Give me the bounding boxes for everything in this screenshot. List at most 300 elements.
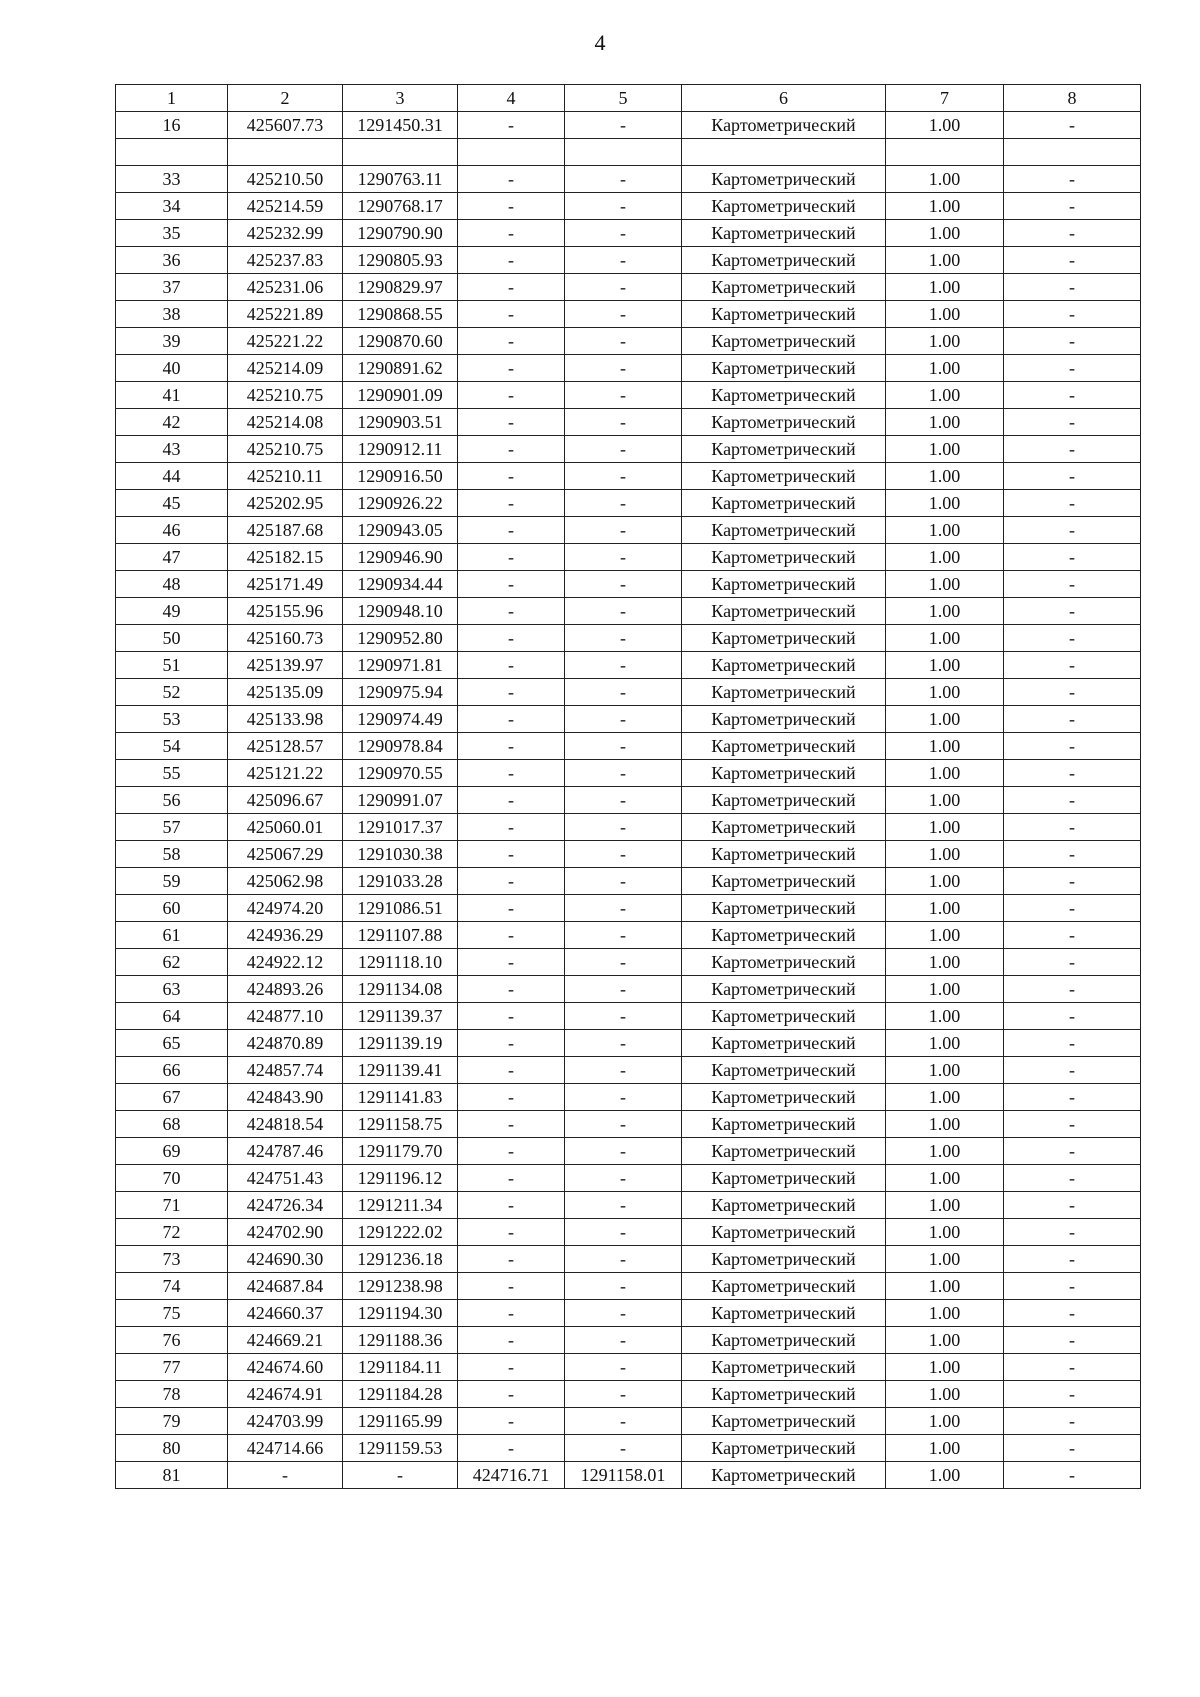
y-new-cell: - [565, 598, 682, 625]
x-coordinate-cell: 424674.91 [228, 1381, 343, 1408]
point-number-cell: 34 [116, 193, 228, 220]
table-row [116, 355, 1141, 382]
method-cell: Картометрический [682, 247, 886, 274]
accuracy-cell: 1.00 [886, 679, 1004, 706]
x-new-cell: - [458, 1273, 565, 1300]
x-new-cell: - [458, 841, 565, 868]
point-number-cell: 43 [116, 436, 228, 463]
y-coordinate-cell: 1291033.28 [343, 868, 458, 895]
page-number: 4 [594, 30, 606, 55]
method-cell: Картометрический [682, 1003, 886, 1030]
table-row [116, 1003, 1141, 1030]
table-row [116, 1273, 1141, 1300]
accuracy-cell: 1.00 [886, 1111, 1004, 1138]
method-cell: Картометрический [682, 760, 886, 787]
y-new-cell: - [565, 922, 682, 949]
method-cell: Картометрический [682, 274, 886, 301]
y-coordinate-cell: 1290952.80 [343, 625, 458, 652]
x-new-cell: - [458, 1327, 565, 1354]
note-cell: - [1004, 922, 1141, 949]
y-coordinate-cell: 1291184.11 [343, 1354, 458, 1381]
note-cell: - [1004, 463, 1141, 490]
table-row [116, 787, 1141, 814]
point-number-cell: 66 [116, 1057, 228, 1084]
y-new-cell: - [565, 247, 682, 274]
point-number-cell: 48 [116, 571, 228, 598]
point-number-cell: 55 [116, 760, 228, 787]
accuracy-cell: 1.00 [886, 1435, 1004, 1462]
method-cell: Картометрический [682, 1111, 886, 1138]
method-cell [682, 139, 886, 166]
point-number-cell: 60 [116, 895, 228, 922]
y-coordinate-cell: 1291196.12 [343, 1165, 458, 1192]
y-new-cell: - [565, 1192, 682, 1219]
y-coordinate-cell: 1291222.02 [343, 1219, 458, 1246]
x-coordinate-cell: 424674.60 [228, 1354, 343, 1381]
method-cell: Картометрический [682, 220, 886, 247]
x-new-cell: - [458, 760, 565, 787]
x-new-cell: - [458, 328, 565, 355]
note-cell: - [1004, 220, 1141, 247]
y-new-cell [565, 139, 682, 166]
accuracy-cell: 1.00 [886, 544, 1004, 571]
accuracy-cell: 1.00 [886, 1057, 1004, 1084]
table-row [116, 1138, 1141, 1165]
accuracy-cell: 1.00 [886, 1327, 1004, 1354]
x-new-cell: - [458, 1165, 565, 1192]
x-new-cell: - [458, 247, 565, 274]
y-new-cell: - [565, 1165, 682, 1192]
point-number-cell: 38 [116, 301, 228, 328]
x-coordinate-cell: 424893.26 [228, 976, 343, 1003]
point-number-cell: 61 [116, 922, 228, 949]
x-new-cell: - [458, 1435, 565, 1462]
note-cell: - [1004, 112, 1141, 139]
table-row [116, 1246, 1141, 1273]
x-coordinate-cell: 425231.06 [228, 274, 343, 301]
table-row [116, 274, 1141, 301]
x-coordinate-cell: 424702.90 [228, 1219, 343, 1246]
y-new-cell: - [565, 436, 682, 463]
x-coordinate-cell: 425214.59 [228, 193, 343, 220]
accuracy-cell: 1.00 [886, 1273, 1004, 1300]
x-new-cell [458, 139, 565, 166]
note-cell: - [1004, 706, 1141, 733]
note-cell: - [1004, 1165, 1141, 1192]
y-new-cell: - [565, 1408, 682, 1435]
method-cell: Картометрический [682, 112, 886, 139]
table-row [116, 1435, 1141, 1462]
point-number-cell: 50 [116, 625, 228, 652]
accuracy-cell: 1.00 [886, 1408, 1004, 1435]
table-row [116, 112, 1141, 139]
table-row [116, 517, 1141, 544]
x-coordinate-cell: 425128.57 [228, 733, 343, 760]
accuracy-cell: 1.00 [886, 1246, 1004, 1273]
y-new-cell: - [565, 1354, 682, 1381]
table-row [116, 1111, 1141, 1138]
table-row [116, 1381, 1141, 1408]
header-row [116, 85, 1141, 112]
point-number-cell: 46 [116, 517, 228, 544]
x-new-cell: - [458, 409, 565, 436]
y-new-cell: - [565, 814, 682, 841]
y-new-cell: - [565, 733, 682, 760]
x-new-cell: - [458, 949, 565, 976]
y-new-cell: - [565, 1057, 682, 1084]
x-new-cell: - [458, 1003, 565, 1030]
x-coordinate-cell: 424843.90 [228, 1084, 343, 1111]
method-cell: Картометрический [682, 571, 886, 598]
note-cell: - [1004, 1408, 1141, 1435]
method-cell: Картометрический [682, 1138, 886, 1165]
method-cell: Картометрический [682, 922, 886, 949]
point-number-cell: 40 [116, 355, 228, 382]
note-cell: - [1004, 409, 1141, 436]
x-new-cell: - [458, 922, 565, 949]
y-new-cell: - [565, 1381, 682, 1408]
y-coordinate-cell: 1291236.18 [343, 1246, 458, 1273]
y-new-cell: - [565, 1003, 682, 1030]
note-cell: - [1004, 598, 1141, 625]
method-cell: Картометрический [682, 382, 886, 409]
x-coordinate-cell: 425060.01 [228, 814, 343, 841]
point-number-cell: 68 [116, 1111, 228, 1138]
note-cell: - [1004, 490, 1141, 517]
accuracy-cell: 1.00 [886, 382, 1004, 409]
point-number-cell: 44 [116, 463, 228, 490]
accuracy-cell: 1.00 [886, 1003, 1004, 1030]
note-cell: - [1004, 652, 1141, 679]
point-number-cell: 36 [116, 247, 228, 274]
table-row [116, 1030, 1141, 1057]
x-new-cell: - [458, 382, 565, 409]
y-new-cell: - [565, 1327, 682, 1354]
table-row [116, 409, 1141, 436]
note-cell: - [1004, 382, 1141, 409]
note-cell: - [1004, 787, 1141, 814]
y-new-cell: - [565, 571, 682, 598]
accuracy-cell: 1.00 [886, 949, 1004, 976]
x-coordinate-cell: 425155.96 [228, 598, 343, 625]
x-coordinate-cell: 424922.12 [228, 949, 343, 976]
note-cell: - [1004, 1138, 1141, 1165]
accuracy-cell: 1.00 [886, 193, 1004, 220]
y-coordinate-cell: 1290805.93 [343, 247, 458, 274]
y-coordinate-cell: 1290926.22 [343, 490, 458, 517]
method-cell: Картометрический [682, 1057, 886, 1084]
x-new-cell: - [458, 598, 565, 625]
accuracy-cell: 1.00 [886, 976, 1004, 1003]
y-new-cell: - [565, 382, 682, 409]
y-new-cell: - [565, 409, 682, 436]
y-coordinate-cell: 1290870.60 [343, 328, 458, 355]
table-row [116, 220, 1141, 247]
y-coordinate-cell: 1291211.34 [343, 1192, 458, 1219]
x-coordinate-cell: 425214.08 [228, 409, 343, 436]
x-new-cell: - [458, 463, 565, 490]
x-coordinate-cell: 424703.99 [228, 1408, 343, 1435]
x-coordinate-cell: 424687.84 [228, 1273, 343, 1300]
point-number-cell: 80 [116, 1435, 228, 1462]
x-new-cell: - [458, 1192, 565, 1219]
table-row [116, 1084, 1141, 1111]
accuracy-cell: 1.00 [886, 220, 1004, 247]
y-coordinate-cell: 1291238.98 [343, 1273, 458, 1300]
accuracy-cell: 1.00 [886, 760, 1004, 787]
header-cell-5: 5 [565, 85, 682, 112]
x-coordinate-cell: 425062.98 [228, 868, 343, 895]
table-row [116, 976, 1141, 1003]
note-cell: - [1004, 571, 1141, 598]
table-row [116, 193, 1141, 220]
y-coordinate-cell: 1290901.09 [343, 382, 458, 409]
point-number-cell: 67 [116, 1084, 228, 1111]
method-cell: Картометрический [682, 166, 886, 193]
x-coordinate-cell: 424870.89 [228, 1030, 343, 1057]
note-cell: - [1004, 976, 1141, 1003]
x-new-cell: - [458, 193, 565, 220]
table-row [116, 1300, 1141, 1327]
y-new-cell: - [565, 328, 682, 355]
x-new-cell: - [458, 571, 565, 598]
table-row [116, 1327, 1141, 1354]
x-coordinate-cell: 425171.49 [228, 571, 343, 598]
table-row [116, 1408, 1141, 1435]
method-cell: Картометрический [682, 1192, 886, 1219]
method-cell: Картометрический [682, 1273, 886, 1300]
y-coordinate-cell: 1290868.55 [343, 301, 458, 328]
point-number-cell: 54 [116, 733, 228, 760]
accuracy-cell: 1.00 [886, 463, 1004, 490]
x-coordinate-cell: 425139.97 [228, 652, 343, 679]
x-coordinate-cell: 424669.21 [228, 1327, 343, 1354]
accuracy-cell: 1.00 [886, 1138, 1004, 1165]
accuracy-cell: 1.00 [886, 787, 1004, 814]
y-new-cell: - [565, 760, 682, 787]
table-row [116, 1219, 1141, 1246]
x-coordinate-cell: 424714.66 [228, 1435, 343, 1462]
method-cell: Картометрический [682, 1381, 886, 1408]
method-cell: Картометрический [682, 1246, 886, 1273]
accuracy-cell: 1.00 [886, 355, 1004, 382]
accuracy-cell: 1.00 [886, 1300, 1004, 1327]
y-new-cell: - [565, 1138, 682, 1165]
method-cell: Картометрический [682, 436, 886, 463]
x-new-cell: - [458, 733, 565, 760]
x-coordinate-cell: 425232.99 [228, 220, 343, 247]
y-coordinate-cell: 1291159.53 [343, 1435, 458, 1462]
x-new-cell: - [458, 706, 565, 733]
x-new-cell: - [458, 1084, 565, 1111]
table-row [116, 382, 1141, 409]
note-cell [1004, 139, 1141, 166]
accuracy-cell [886, 139, 1004, 166]
accuracy-cell: 1.00 [886, 841, 1004, 868]
accuracy-cell: 1.00 [886, 733, 1004, 760]
y-coordinate-cell: 1290916.50 [343, 463, 458, 490]
y-new-cell: - [565, 1273, 682, 1300]
point-number-cell: 51 [116, 652, 228, 679]
table-row [116, 490, 1141, 517]
y-new-cell: - [565, 652, 682, 679]
table-row [116, 328, 1141, 355]
method-cell: Картометрический [682, 1165, 886, 1192]
point-number-cell: 57 [116, 814, 228, 841]
x-coordinate-cell: 425210.75 [228, 382, 343, 409]
y-coordinate-cell: 1291188.36 [343, 1327, 458, 1354]
x-new-cell: - [458, 1030, 565, 1057]
note-cell: - [1004, 733, 1141, 760]
x-coordinate-cell: 425182.15 [228, 544, 343, 571]
table-row [116, 706, 1141, 733]
note-cell: - [1004, 247, 1141, 274]
y-coordinate-cell: 1290991.07 [343, 787, 458, 814]
table-row [116, 247, 1141, 274]
y-new-cell: - [565, 1246, 682, 1273]
x-coordinate-cell: 424690.30 [228, 1246, 343, 1273]
table-row [116, 1192, 1141, 1219]
x-new-cell: - [458, 787, 565, 814]
method-cell: Картометрический [682, 814, 886, 841]
x-coordinate-cell: 424877.10 [228, 1003, 343, 1030]
method-cell: Картометрический [682, 868, 886, 895]
point-number-cell: 42 [116, 409, 228, 436]
x-new-cell: - [458, 976, 565, 1003]
note-cell: - [1004, 1084, 1141, 1111]
y-new-cell: - [565, 625, 682, 652]
accuracy-cell: 1.00 [886, 409, 1004, 436]
point-number-cell: 45 [116, 490, 228, 517]
x-new-cell: - [458, 112, 565, 139]
method-cell: Картометрический [682, 706, 886, 733]
accuracy-cell: 1.00 [886, 166, 1004, 193]
y-coordinate-cell: 1290978.84 [343, 733, 458, 760]
note-cell: - [1004, 1003, 1141, 1030]
note-cell: - [1004, 1300, 1141, 1327]
point-number-cell: 72 [116, 1219, 228, 1246]
x-new-cell: - [458, 166, 565, 193]
y-new-cell: - [565, 193, 682, 220]
note-cell: - [1004, 1246, 1141, 1273]
x-coordinate-cell: 425221.89 [228, 301, 343, 328]
x-coordinate-cell: 425067.29 [228, 841, 343, 868]
point-number-cell: 35 [116, 220, 228, 247]
y-coordinate-cell: 1291139.37 [343, 1003, 458, 1030]
y-coordinate-cell: 1290948.10 [343, 598, 458, 625]
point-number-cell: 71 [116, 1192, 228, 1219]
x-new-cell: - [458, 679, 565, 706]
y-new-cell: 1291158.01 [565, 1462, 682, 1489]
x-coordinate-cell: 425096.67 [228, 787, 343, 814]
point-number-cell [116, 139, 228, 166]
table-row [116, 814, 1141, 841]
x-new-cell: - [458, 895, 565, 922]
x-new-cell: - [458, 1408, 565, 1435]
accuracy-cell: 1.00 [886, 1165, 1004, 1192]
note-cell: - [1004, 1030, 1141, 1057]
note-cell: - [1004, 436, 1141, 463]
y-coordinate-cell: 1291139.19 [343, 1030, 458, 1057]
method-cell: Картометрический [682, 328, 886, 355]
x-coordinate-cell: 425210.11 [228, 463, 343, 490]
accuracy-cell: 1.00 [886, 868, 1004, 895]
y-coordinate-cell: 1291134.08 [343, 976, 458, 1003]
table-row [116, 571, 1141, 598]
y-coordinate-cell: 1291165.99 [343, 1408, 458, 1435]
method-cell: Картометрический [682, 1300, 886, 1327]
header-cell-7: 7 [886, 85, 1004, 112]
point-number-cell: 33 [116, 166, 228, 193]
method-cell: Картометрический [682, 1435, 886, 1462]
method-cell: Картометрический [682, 1462, 886, 1489]
y-coordinate-cell: 1290903.51 [343, 409, 458, 436]
x-new-cell: - [458, 1381, 565, 1408]
accuracy-cell: 1.00 [886, 1462, 1004, 1489]
x-coordinate-cell: 425121.22 [228, 760, 343, 787]
y-coordinate-cell: 1290829.97 [343, 274, 458, 301]
y-new-cell: - [565, 355, 682, 382]
table-row [116, 301, 1141, 328]
header-cell-1: 1 [116, 85, 228, 112]
method-cell: Картометрический [682, 463, 886, 490]
x-new-cell: - [458, 1111, 565, 1138]
y-coordinate-cell: 1290790.90 [343, 220, 458, 247]
point-number-cell: 75 [116, 1300, 228, 1327]
y-coordinate-cell: 1290970.55 [343, 760, 458, 787]
header-cell-2: 2 [228, 85, 343, 112]
table-row [116, 868, 1141, 895]
y-new-cell: - [565, 706, 682, 733]
x-coordinate-cell: - [228, 1462, 343, 1489]
method-cell: Картометрический [682, 490, 886, 517]
method-cell: Картометрический [682, 1354, 886, 1381]
y-new-cell: - [565, 1111, 682, 1138]
table-row [116, 166, 1141, 193]
point-number-cell: 59 [116, 868, 228, 895]
y-coordinate-cell: 1291141.83 [343, 1084, 458, 1111]
y-new-cell: - [565, 301, 682, 328]
x-coordinate-cell: 425237.83 [228, 247, 343, 274]
y-new-cell: - [565, 787, 682, 814]
x-new-cell: - [458, 274, 565, 301]
y-new-cell: - [565, 1084, 682, 1111]
y-coordinate-cell: 1290934.44 [343, 571, 458, 598]
point-number-cell: 79 [116, 1408, 228, 1435]
table-row [116, 463, 1141, 490]
table-row [116, 679, 1141, 706]
method-cell: Картометрический [682, 517, 886, 544]
accuracy-cell: 1.00 [886, 895, 1004, 922]
y-coordinate-cell: 1291086.51 [343, 895, 458, 922]
x-coordinate-cell: 424726.34 [228, 1192, 343, 1219]
method-cell: Картометрический [682, 976, 886, 1003]
table-row [116, 598, 1141, 625]
point-number-cell: 53 [116, 706, 228, 733]
x-coordinate-cell: 425160.73 [228, 625, 343, 652]
method-cell: Картометрический [682, 895, 886, 922]
note-cell: - [1004, 355, 1141, 382]
y-new-cell: - [565, 868, 682, 895]
table-row [116, 544, 1141, 571]
point-number-cell: 49 [116, 598, 228, 625]
point-number-cell: 39 [116, 328, 228, 355]
header-cell-6: 6 [682, 85, 886, 112]
x-coordinate-cell: 425187.68 [228, 517, 343, 544]
y-coordinate-cell: 1291184.28 [343, 1381, 458, 1408]
table-row [116, 1462, 1141, 1489]
method-cell: Картометрический [682, 679, 886, 706]
